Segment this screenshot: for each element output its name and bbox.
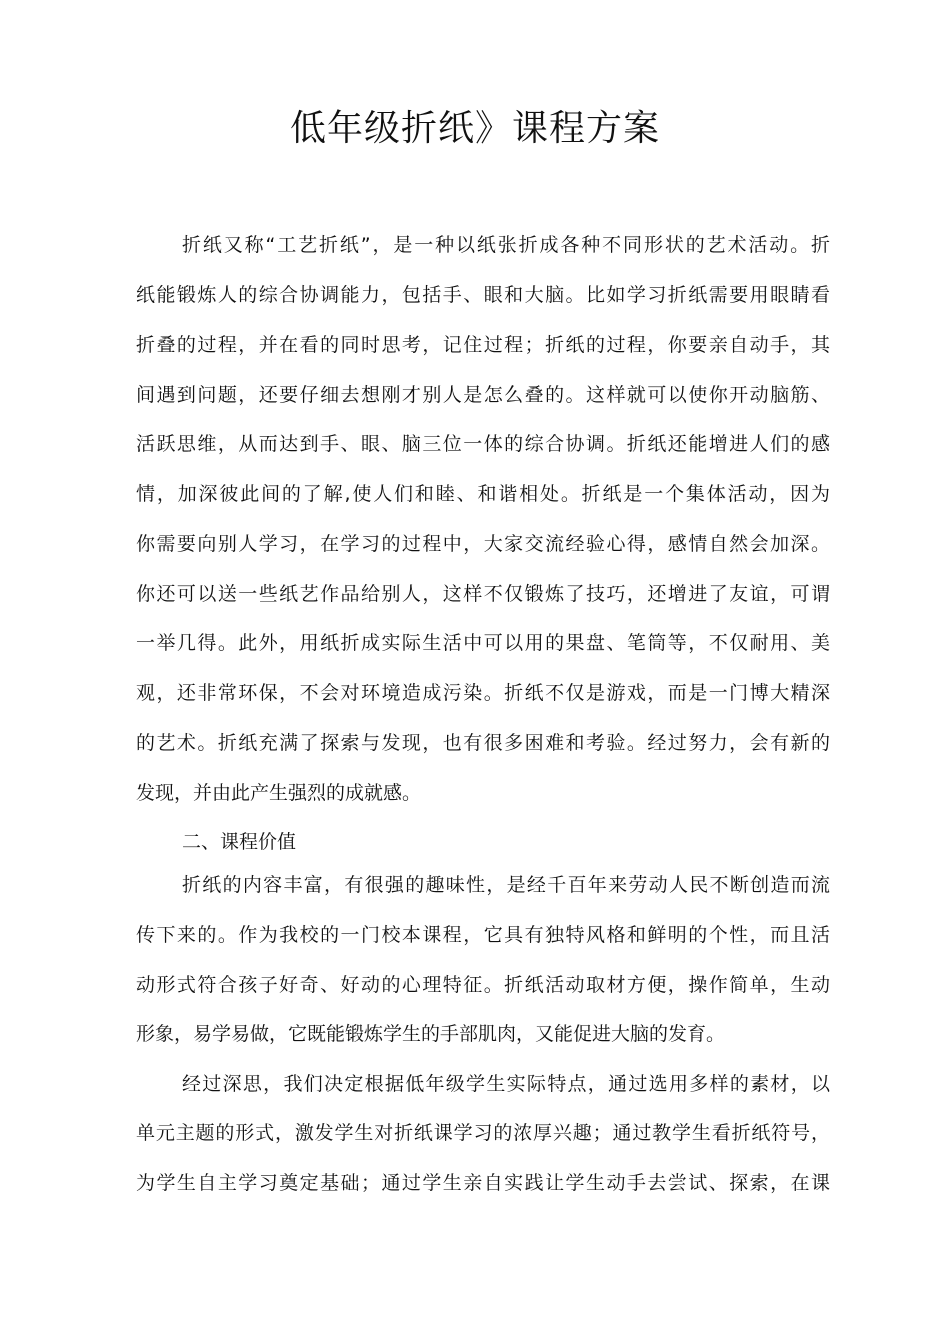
paragraph-line: 观，还非常环保，不会对环境造成污染。折纸不仅是游戏，而是一门博大精深 xyxy=(136,682,830,704)
paragraph-line: 你需要向别人学习，在学习的过程中，大家交流经验心得，感情自然会加深。 xyxy=(136,533,830,555)
paragraph-line: 形象，易学易做，它既能锻炼学生的手部肌肉，又能促进大脑的发育。 xyxy=(136,1023,726,1045)
paragraph-line: 折纸又称“工艺折纸”，是一种以纸张折成各种不同形状的艺术活动。折 xyxy=(182,234,830,256)
paragraph-line: 动形式符合孩子好奇、好动的心理特征。折纸活动取材方便，操作简单，生动 xyxy=(136,974,830,996)
paragraph-line: 的艺术。折纸充满了探索与发现，也有很多困难和考验。经过努力，会有新的 xyxy=(136,732,830,754)
paragraph-line: 情，加深彼此间的了解,使人们和睦、和谐相处。折纸是一个集体活动，因为 xyxy=(136,483,830,505)
paragraph-line: 发现，并由此产生强烈的成就感。 xyxy=(136,782,422,804)
paragraph-line: 折叠的过程，并在看的同时思考，记住过程；折纸的过程，你要亲自动手，其 xyxy=(136,334,830,356)
paragraph-line: 单元主题的形式，激发学生对折纸课学习的浓厚兴趣；通过教学生看折纸符号， xyxy=(136,1122,830,1144)
paragraph-line: 传下来的。作为我校的一门校本课程，它具有独特风格和鲜明的个性，而且活 xyxy=(136,924,830,946)
section-heading: 二、课程价值 xyxy=(182,831,297,853)
paragraph-line: 活跃思维，从而达到手、眼、脑三位一体的综合协调。折纸还能增进人们的感 xyxy=(136,433,830,455)
paragraph-line: 折纸的内容丰富，有很强的趣味性，是经千百年来劳动人民不断创造而流 xyxy=(182,874,830,896)
paragraph-line: 间遇到问题，还要仔细去想刚才别人是怎么叠的。这样就可以使你开动脑筋、 xyxy=(136,384,830,406)
paragraph-line: 经过深思，我们决定根据低年级学生实际特点，通过选用多样的素材，以 xyxy=(182,1073,830,1095)
paragraph-line: 一举几得。此外，用纸折成实际生活中可以用的果盘、笔筒等，不仅耐用、美 xyxy=(136,632,830,654)
paragraph-line: 纸能锻炼人的综合协调能力，包括手、眼和大脑。比如学习折纸需要用眼睛看 xyxy=(136,284,830,306)
document-title: 低年级折纸》课程方案 xyxy=(289,108,660,149)
paragraph-line: 为学生自主学习奠定基础；通过学生亲自实践让学生动手去尝试、探索，在课 xyxy=(136,1172,830,1194)
paragraph-line: 你还可以送一些纸艺作品给别人，这样不仅锻炼了技巧，还增进了友谊，可谓 xyxy=(136,583,830,605)
